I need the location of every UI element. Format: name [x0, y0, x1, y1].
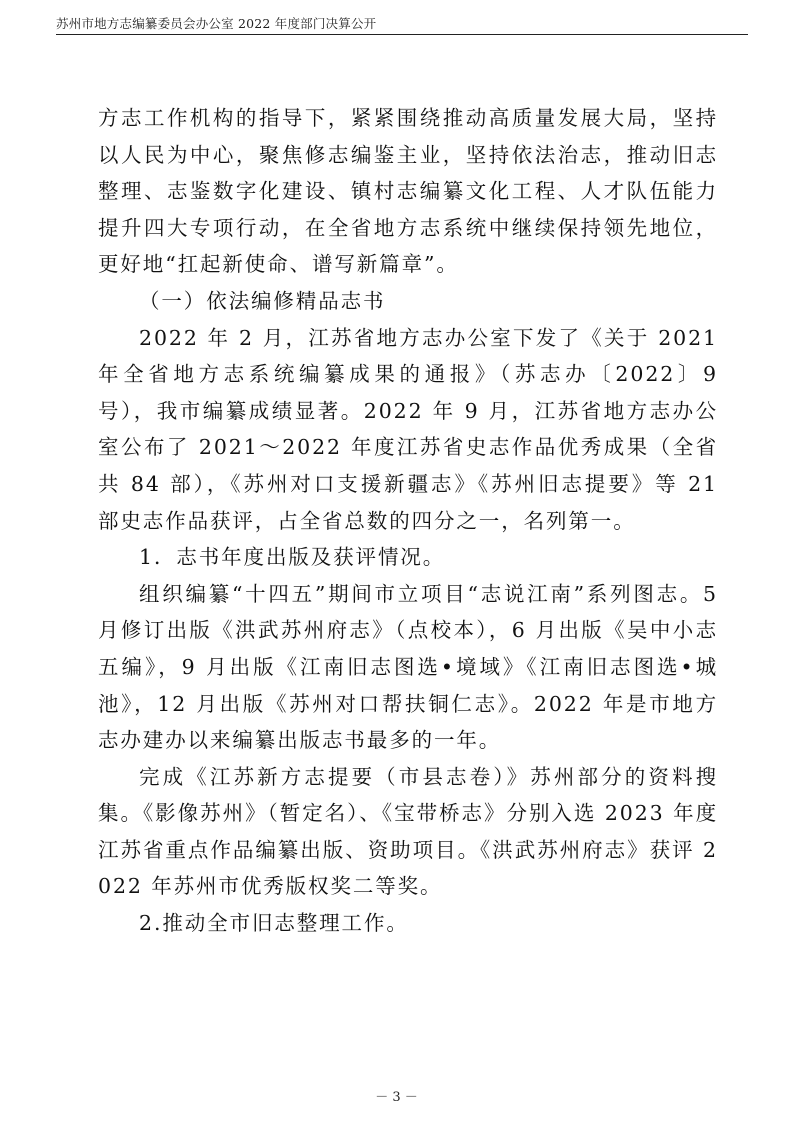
paragraph: 2022 年 2 月，江苏省地方志办公室下发了《关于 2021 年全省地方志系统编纂成果的通报》（苏志办〔2022〕9 号），我市编纂成绩显著。2022 年 9 月，江苏省地方志办公室公布了 2021～2022 年度江苏省史志作品优秀成果（全省共 84 部），《苏州对口支援新疆志》《苏州旧志提要》等 21 部史志作品获评，占全省总数的四分之一，名列第一。	[98, 325, 718, 533]
paragraph-continuation: 方志工作机构的指导下，紧紧围绕推动高质量发展大局，坚持以人民为中心，聚焦修志编鉴主业，坚持依法治志，推动旧志整理、志鉴数字化建设、镇村志编纂文化工程、人才队伍能力提升四大专项行动，在全省地方志系统中继续保持领先地位，更好地“扛起新使命、谱写新篇章”。	[98, 106, 718, 277]
section-heading: （一）依法编修精品志书	[139, 288, 386, 313]
body-text	[98, 100, 718, 942]
paragraph: 组织编纂“十四五”期间市立项目“志说江南”系列图志。5 月修订出版《洪武苏州府志》（点校本），6 月出版《吴中小志五编》，9 月出版《江南旧志图选•境域》《江南旧志图选•城池》，12 月出版《苏州对口帮扶铜仁志》。2022 年是市地方志办建办以来编纂出版志书最多的一年。	[98, 581, 718, 753]
running-header: 苏州市地方志编纂委员会办公室 2022 年度部门决算公开	[56, 16, 377, 31]
subsection-heading: 2.推动全市旧志整理工作。	[139, 911, 409, 936]
header-divider	[56, 34, 748, 35]
paragraph: 完成《江苏新方志提要（市县志卷）》苏州部分的资料搜集。《影像苏州》（暂定名）、《宝带桥志》分别入选 2023 年度江苏省重点作品编纂出版、资助项目。《洪武苏州府志》获评 2022 年苏州市优秀版权奖二等奖。	[98, 764, 718, 899]
page-number: － 3 －	[375, 1090, 418, 1105]
subsection-heading: 1．志书年度出版及获评情况。	[139, 545, 446, 570]
